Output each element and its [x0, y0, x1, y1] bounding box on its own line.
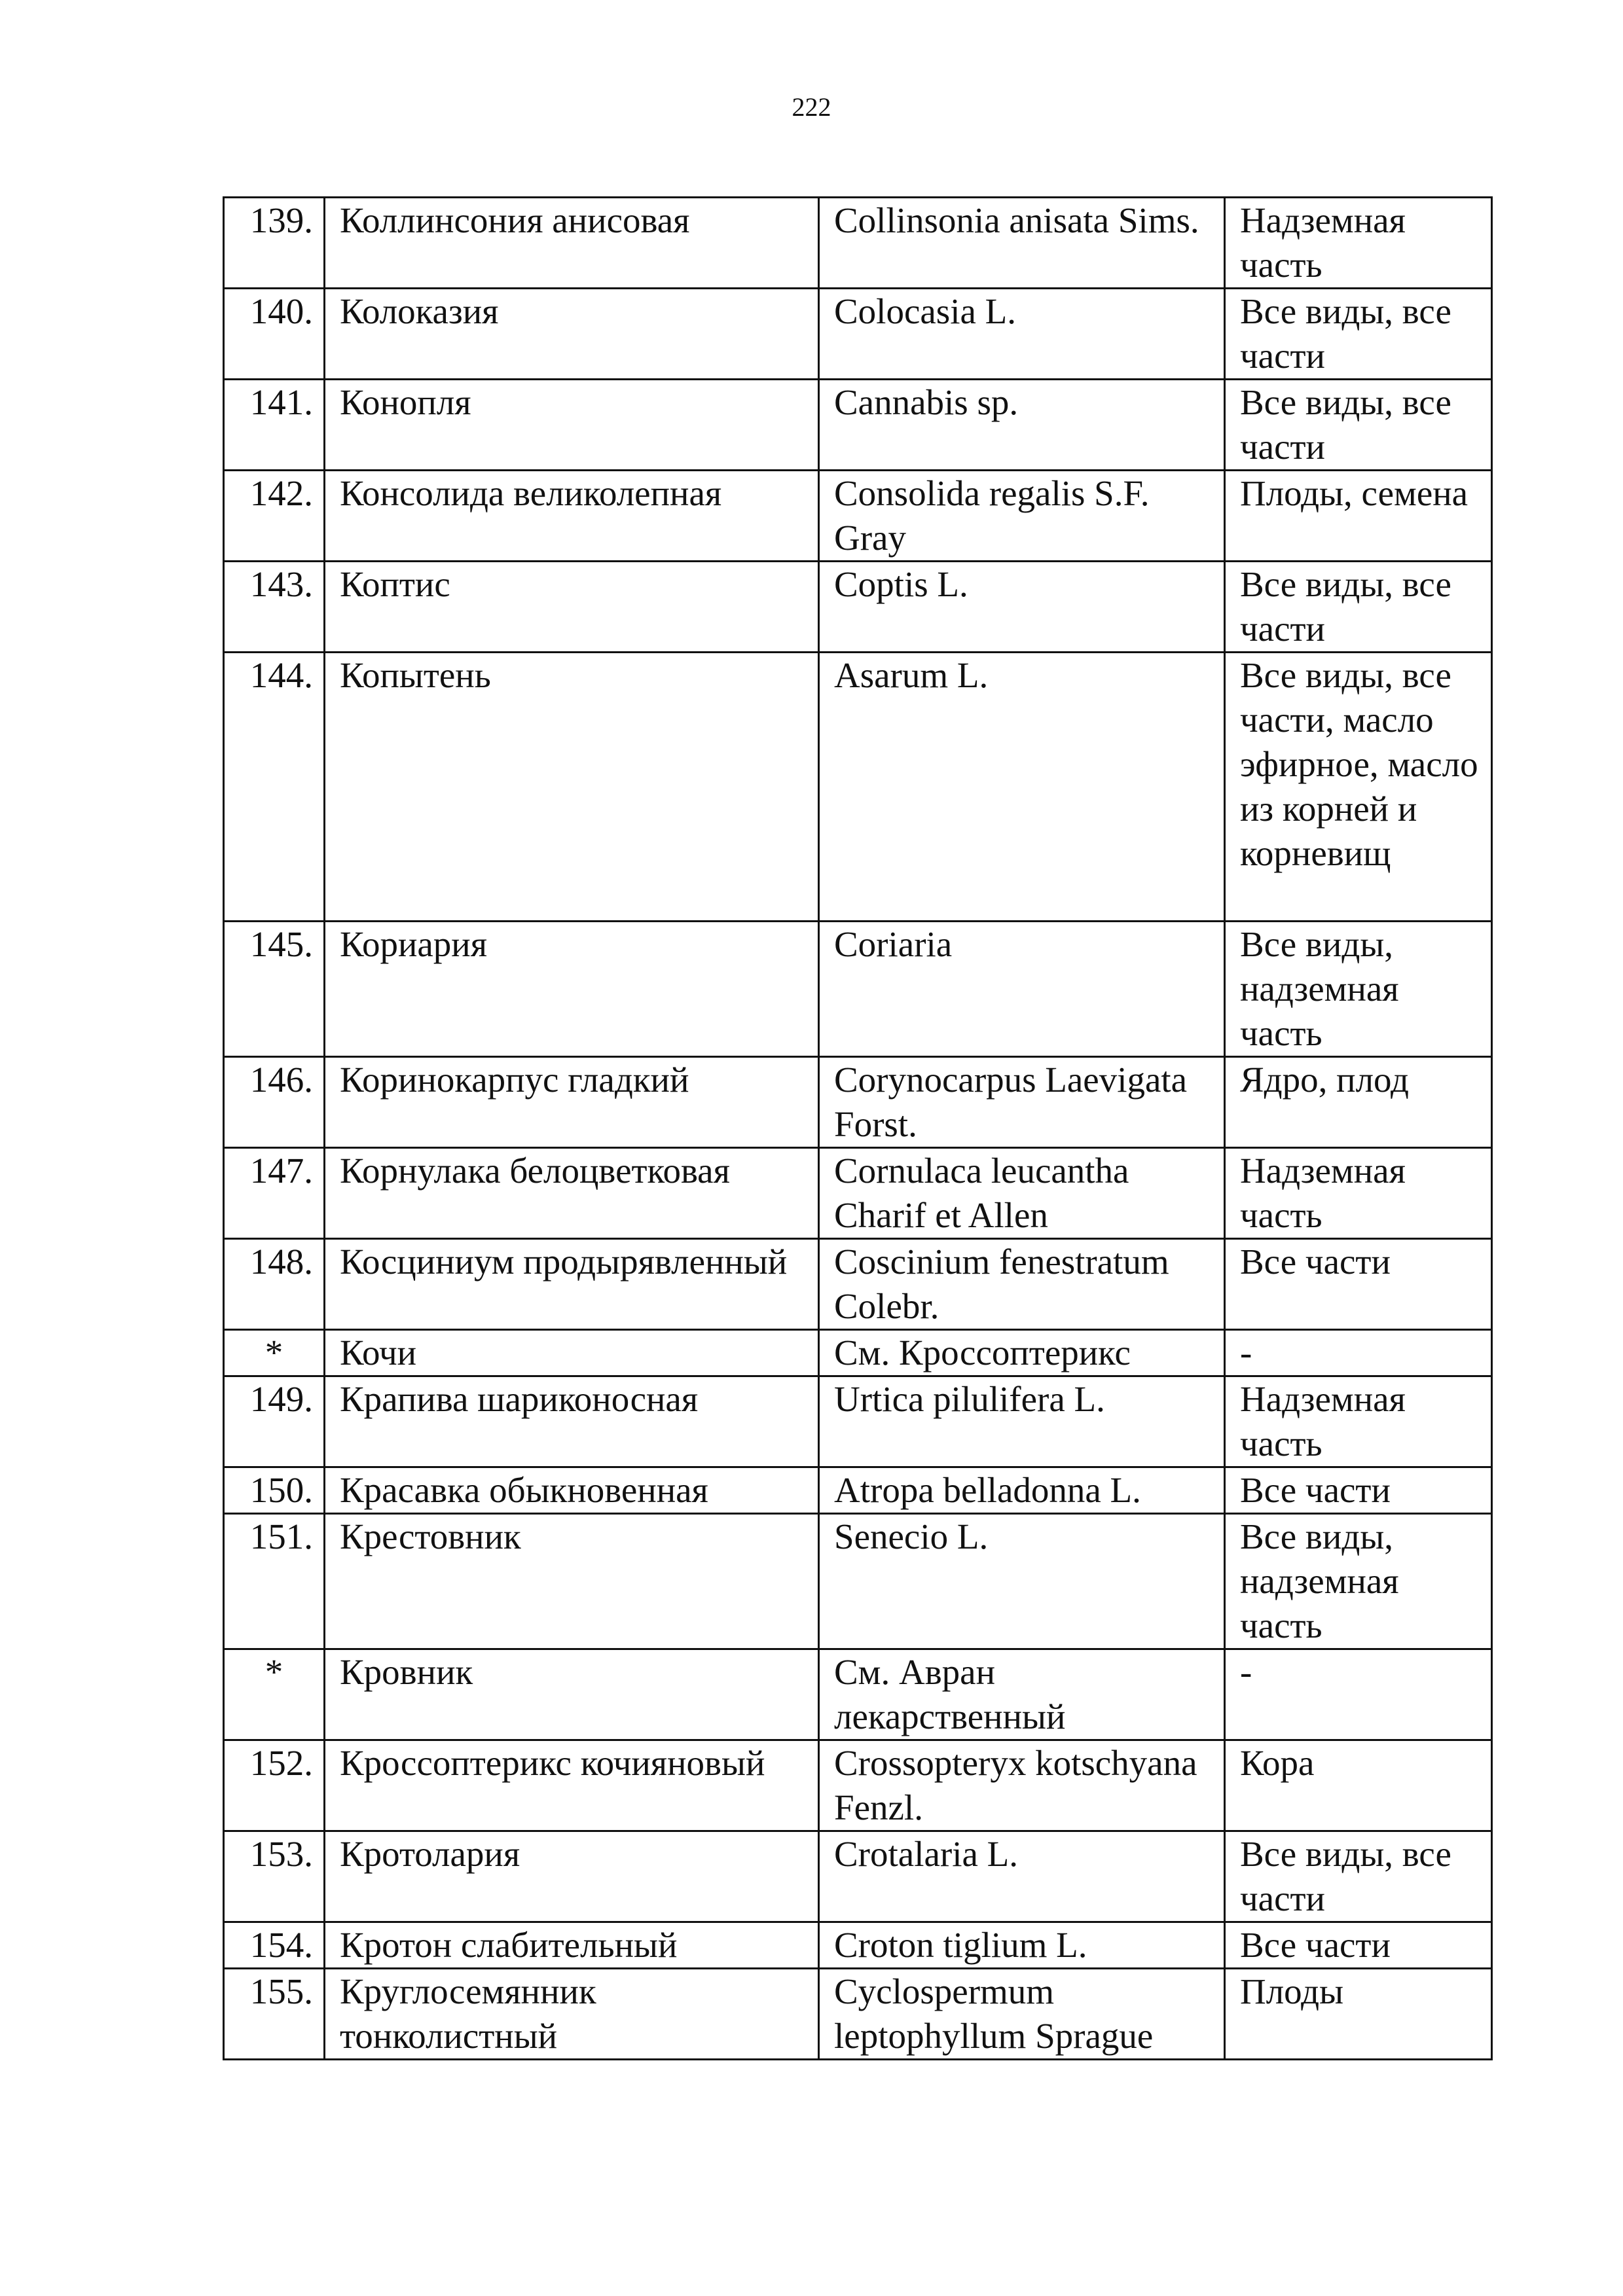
plant-part-cell: Надземная часть — [1225, 1376, 1492, 1467]
table-row — [224, 289, 1492, 380]
russian-name-cell: Кориария — [325, 922, 819, 1057]
russian-name-cell: Копытень — [325, 653, 819, 922]
row-number-cell: 144. — [224, 653, 325, 922]
russian-name-cell: Кротолария — [325, 1831, 819, 1922]
plant-part-cell: Все виды, все части — [1225, 1831, 1492, 1922]
table-row — [224, 1057, 1492, 1148]
plant-part-cell: - — [1225, 1330, 1492, 1376]
russian-name-cell: Коринокарпус гладкий — [325, 1057, 819, 1148]
table-row — [224, 1467, 1492, 1514]
russian-name-cell: Косциниум продырявленный — [325, 1239, 819, 1330]
table-row — [224, 471, 1492, 562]
table-row — [224, 1740, 1492, 1831]
latin-name-cell: Crotalaria L. — [819, 1831, 1225, 1922]
plants-table — [223, 196, 1493, 2060]
latin-name-cell: Corynocarpus Laevigata Forst. — [819, 1057, 1225, 1148]
table-row — [224, 1330, 1492, 1376]
latin-name-cell: Cornulaca leucantha Charif et Allen — [819, 1148, 1225, 1239]
russian-name-cell: Коллинсония анисовая — [325, 198, 819, 289]
table-row — [224, 1376, 1492, 1467]
plant-part-cell: Надземная часть — [1225, 1148, 1492, 1239]
table-row — [224, 653, 1492, 922]
latin-name-cell: Coriaria — [819, 922, 1225, 1057]
table-row — [224, 1649, 1492, 1740]
russian-name-cell: Крапива шариконосная — [325, 1376, 819, 1467]
latin-name-cell: См. Кроссоптерикс — [819, 1330, 1225, 1376]
table-row — [224, 922, 1492, 1057]
russian-name-cell: Круглосемянник тонколистный — [325, 1969, 819, 2060]
plant-part-cell: Все виды, все части — [1225, 289, 1492, 380]
plant-part-cell: Кора — [1225, 1740, 1492, 1831]
plant-part-cell: Все части — [1225, 1922, 1492, 1969]
row-number-cell: 148. — [224, 1239, 325, 1330]
latin-name-cell: Consolida regalis S.F. Gray — [819, 471, 1225, 562]
latin-name-cell: Cyclospermum leptophyllum Sprague — [819, 1969, 1225, 2060]
page-number: 222 — [792, 92, 831, 122]
row-number-cell: 150. — [224, 1467, 325, 1514]
row-number-cell: 152. — [224, 1740, 325, 1831]
latin-name-cell: Colocasia L. — [819, 289, 1225, 380]
row-number-cell: 139. — [224, 198, 325, 289]
plant-part-cell: Все части — [1225, 1467, 1492, 1514]
russian-name-cell: Консолида великолепная — [325, 471, 819, 562]
latin-name-cell: Asarum L. — [819, 653, 1225, 922]
row-number-cell: 143. — [224, 562, 325, 653]
russian-name-cell: Кочи — [325, 1330, 819, 1376]
latin-name-cell: Croton tiglium L. — [819, 1922, 1225, 1969]
plant-part-cell: Все части — [1225, 1239, 1492, 1330]
plant-part-cell: Плоды — [1225, 1969, 1492, 2060]
row-number-cell: 145. — [224, 922, 325, 1057]
latin-name-cell: См. Авран лекарственный — [819, 1649, 1225, 1740]
plant-part-cell: Все виды, все части, масло эфирное, масло из корней и корневищ — [1225, 653, 1492, 922]
table-row — [224, 1922, 1492, 1969]
latin-name-cell: Cannabis sp. — [819, 380, 1225, 471]
latin-name-cell: Coscinium fenestratum Colebr. — [819, 1239, 1225, 1330]
russian-name-cell: Кровник — [325, 1649, 819, 1740]
plant-part-cell: - — [1225, 1649, 1492, 1740]
plant-part-cell: Ядро, плод — [1225, 1057, 1492, 1148]
plant-part-cell: Все виды, все части — [1225, 562, 1492, 653]
latin-name-cell: Coptis L. — [819, 562, 1225, 653]
russian-name-cell: Крестовник — [325, 1514, 819, 1649]
plant-part-cell: Все виды, надземная часть — [1225, 1514, 1492, 1649]
plant-part-cell: Все виды, все части — [1225, 380, 1492, 471]
latin-name-cell: Collinsonia anisata Sims. — [819, 198, 1225, 289]
row-number-cell: 147. — [224, 1148, 325, 1239]
table-row — [224, 562, 1492, 653]
row-number-cell: 140. — [224, 289, 325, 380]
russian-name-cell: Колоказия — [325, 289, 819, 380]
plant-part-cell: Надземная часть — [1225, 198, 1492, 289]
plants-table-body — [224, 198, 1492, 2060]
row-number-cell: 151. — [224, 1514, 325, 1649]
latin-name-cell: Crossopteryx kotschyana Fenzl. — [819, 1740, 1225, 1831]
row-number-cell: 142. — [224, 471, 325, 562]
table-row — [224, 1831, 1492, 1922]
row-number-cell: * — [224, 1330, 325, 1376]
latin-name-cell: Urtica pilulifera L. — [819, 1376, 1225, 1467]
table-row — [224, 1239, 1492, 1330]
russian-name-cell: Коптис — [325, 562, 819, 653]
russian-name-cell: Красавка обыкновенная — [325, 1467, 819, 1514]
plant-part-cell: Все виды, надземная часть — [1225, 922, 1492, 1057]
russian-name-cell: Конопля — [325, 380, 819, 471]
latin-name-cell: Senecio L. — [819, 1514, 1225, 1649]
table-row — [224, 1969, 1492, 2060]
row-number-cell: 155. — [224, 1969, 325, 2060]
russian-name-cell: Корнулака белоцветковая — [325, 1148, 819, 1239]
plant-part-cell: Плоды, семена — [1225, 471, 1492, 562]
row-number-cell: 141. — [224, 380, 325, 471]
row-number-cell: 153. — [224, 1831, 325, 1922]
table-row — [224, 198, 1492, 289]
russian-name-cell: Кротон слабительный — [325, 1922, 819, 1969]
row-number-cell: 146. — [224, 1057, 325, 1148]
row-number-cell: 154. — [224, 1922, 325, 1969]
russian-name-cell: Кроссоптерикс кочияновый — [325, 1740, 819, 1831]
latin-name-cell: Atropa belladonna L. — [819, 1467, 1225, 1514]
table-row — [224, 380, 1492, 471]
table-row — [224, 1514, 1492, 1649]
row-number-cell: * — [224, 1649, 325, 1740]
row-number-cell: 149. — [224, 1376, 325, 1467]
table-row — [224, 1148, 1492, 1239]
